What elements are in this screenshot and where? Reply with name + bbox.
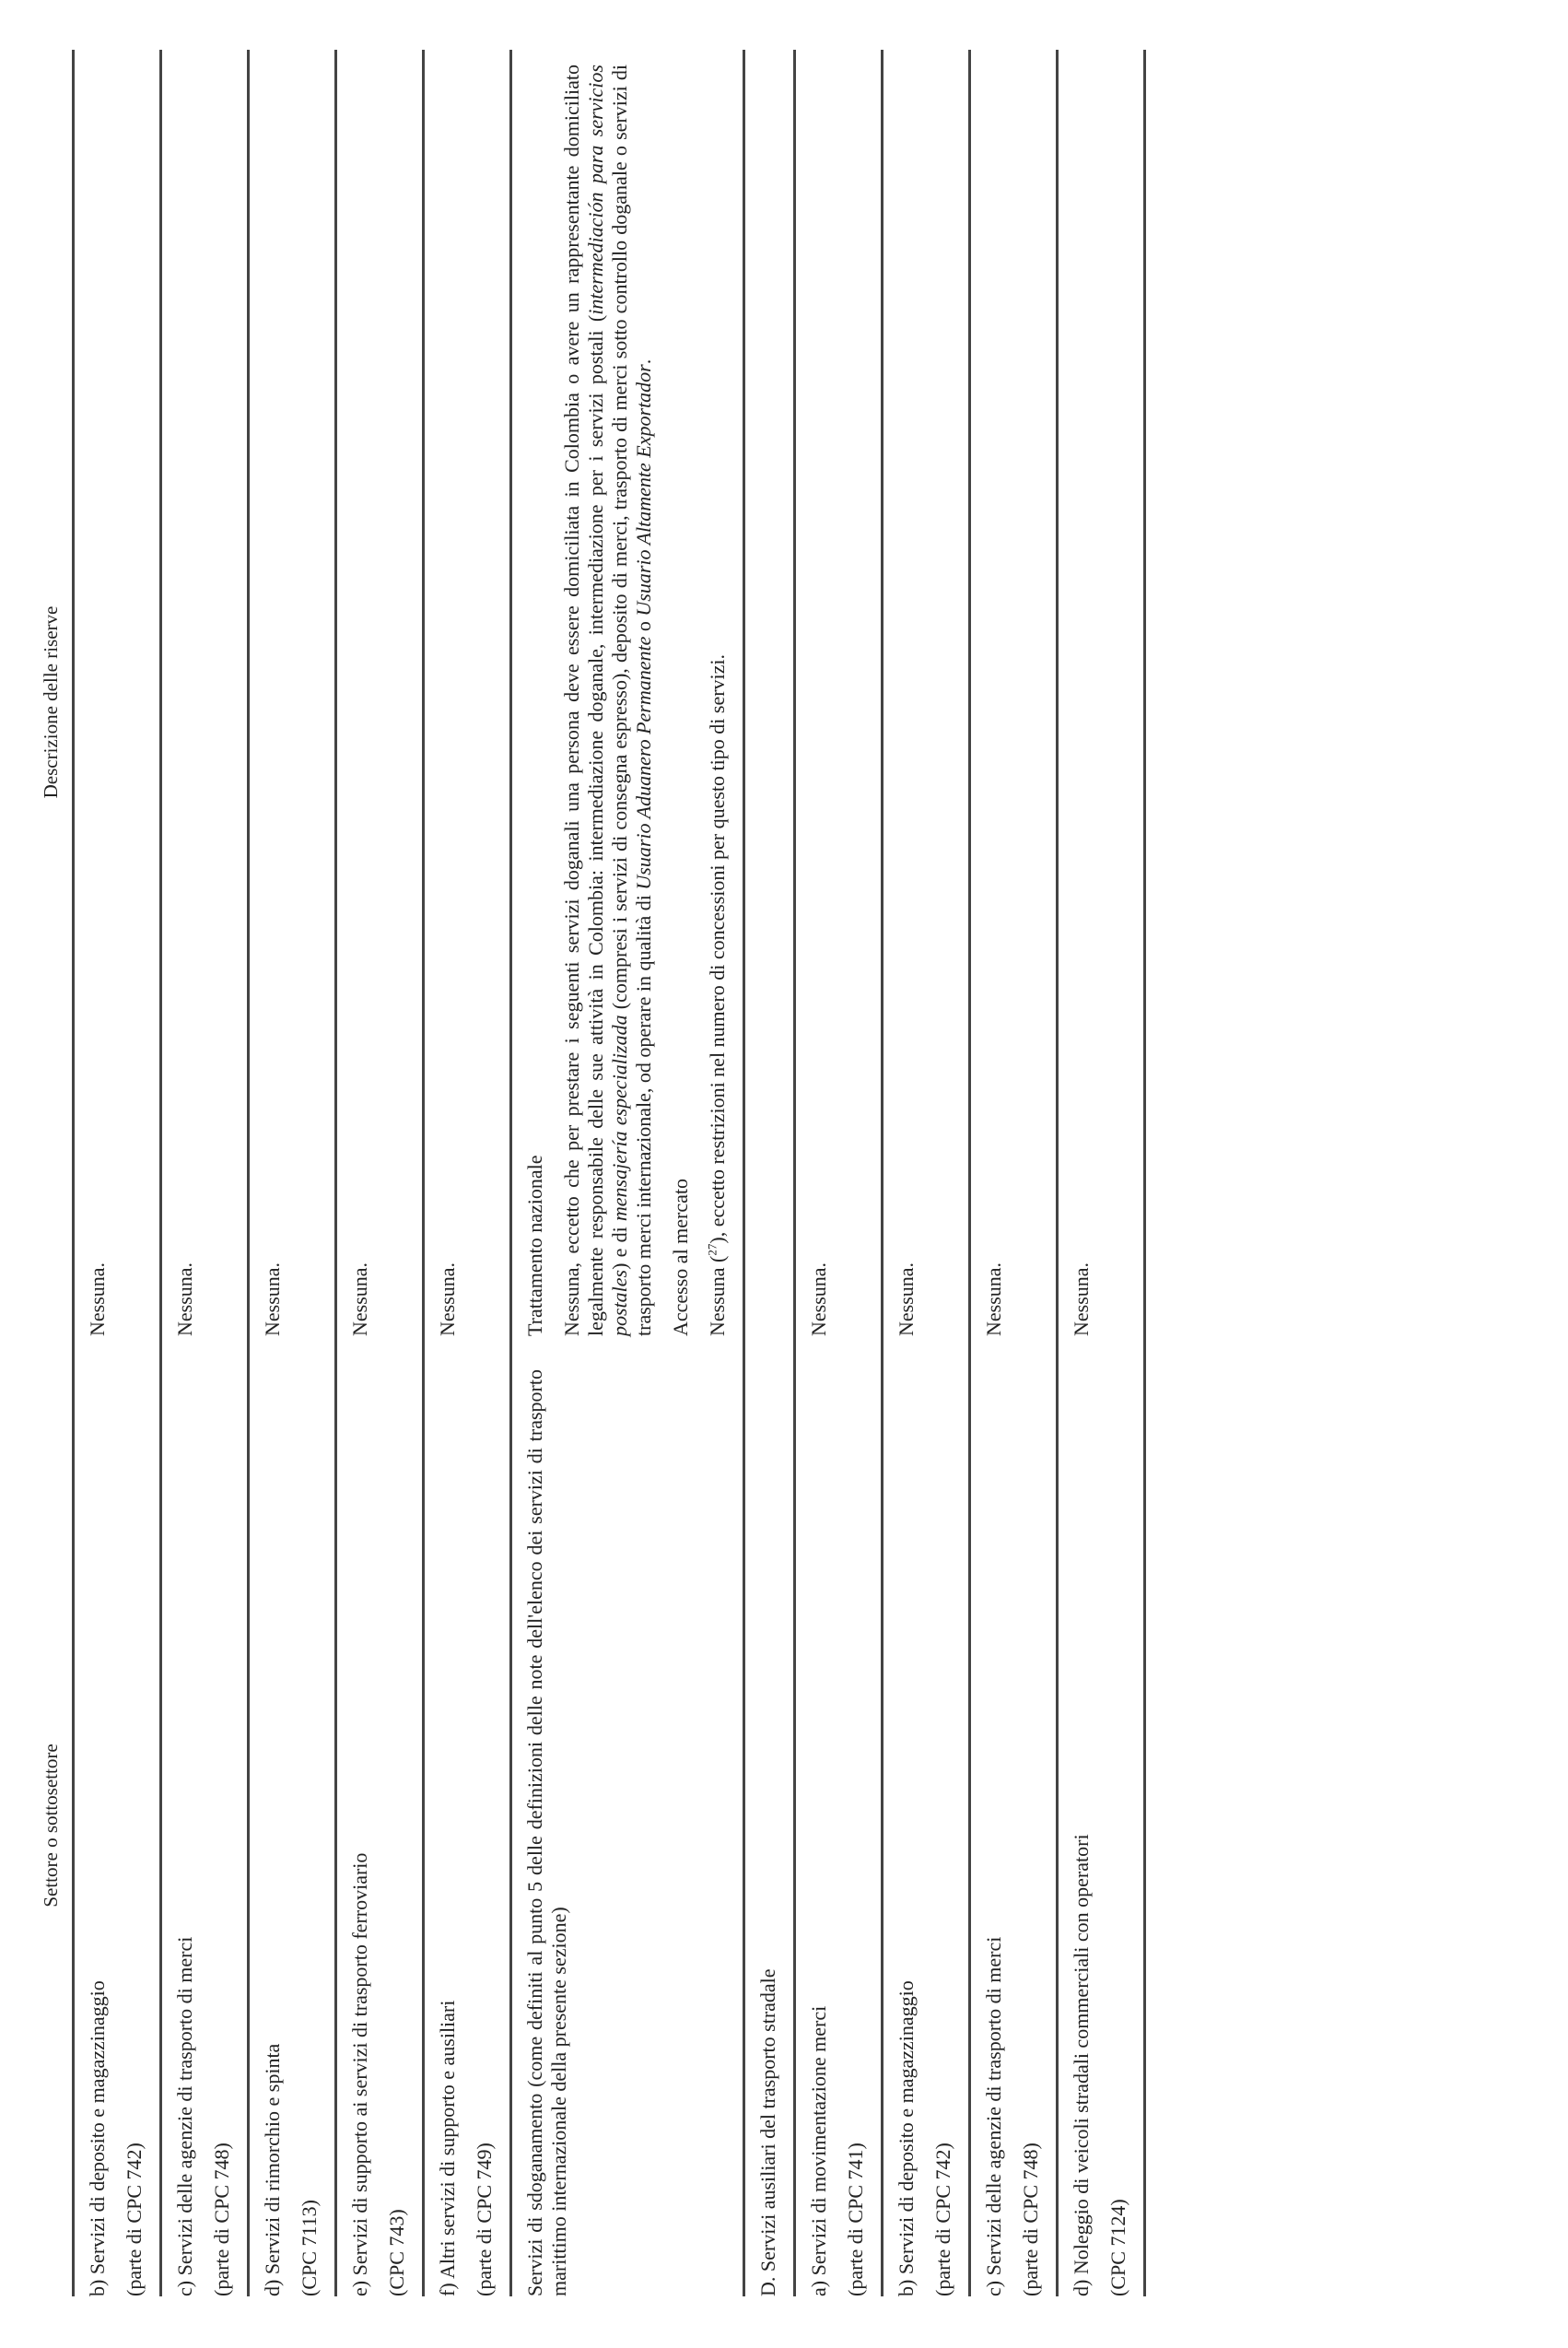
sector-cell [795, 1355, 883, 2296]
sector-cpc: (parte di CPC 742) [931, 2143, 954, 2296]
sector-name: b) Servizi di deposito e magazzinaggio [895, 1980, 918, 2296]
sector-cell [511, 1355, 744, 2296]
sector-cell [970, 1355, 1058, 2296]
table-row [424, 50, 511, 2296]
description-cell [795, 50, 883, 1355]
reservations-table [28, 50, 1146, 2296]
sector-cell [74, 1355, 161, 2296]
sector-name: c) Servizi delle agenzie di trasporto di merci [982, 1936, 1005, 2296]
description-text: Nessuna. [982, 1262, 1005, 1336]
description-cell [744, 50, 795, 1355]
table-row [970, 50, 1058, 2296]
description-text: Nessuna. [1070, 1262, 1093, 1336]
sector-cell [336, 1355, 424, 2296]
sector-name: c) Servizi delle agenzie di trasporto di merci [173, 1936, 196, 2296]
header-sector: Settore o sottosettore [28, 1355, 74, 2296]
description-text: Nessuna. [261, 1262, 284, 1336]
sector-cpc: (parte di CPC 741) [844, 2143, 867, 2296]
sector-cpc: (parte di CPC 748) [210, 2143, 233, 2296]
sector-cell [424, 1355, 511, 2296]
table-row [74, 50, 161, 2296]
description-cell [1058, 50, 1145, 1355]
sector-name: e) Servizi di supporto ai servizi di trasporto ferroviario [348, 1852, 371, 2296]
sector-cpc: (parte di CPC 748) [1019, 2143, 1042, 2296]
sector-cpc: (CPC 7124) [1106, 2199, 1129, 2296]
description-text: Nessuna. [173, 1262, 196, 1336]
market-access-text: Nessuna ($^{27}$), eccetto restrizioni nel numero di concessioni per questo tipo di servizi. [705, 653, 729, 1336]
sector-cpc: (parte di CPC 742) [123, 2143, 146, 2296]
sector-cell [249, 1355, 336, 2296]
description-cell [511, 50, 744, 1355]
description-cell [161, 50, 249, 1355]
footnote-ref[interactable]: 27 [705, 1243, 720, 1256]
sector-cpc: (parte di CPC 749) [473, 2143, 496, 2296]
sector-cell [161, 1355, 249, 2296]
header-description: Descrizione delle riserve [28, 50, 74, 1355]
table-row [249, 50, 336, 2296]
description-text: Nessuna. [895, 1262, 918, 1336]
table-row [795, 50, 883, 2296]
description-cell [249, 50, 336, 1355]
sector-cell [1058, 1355, 1145, 2296]
description-cell [424, 50, 511, 1355]
sector-cell [883, 1355, 970, 2296]
sector-name: d) Servizi di rimorchio e spinta [261, 2043, 284, 2296]
sector-cpc: (CPC 743) [385, 2209, 408, 2296]
description-cell [336, 50, 424, 1355]
sector-name: b) Servizi di deposito e magazzinaggio [86, 1980, 109, 2296]
section-heading: D. Servizi ausiliari del trasporto stradale [756, 1968, 779, 2296]
description-text: Nessuna. [807, 1262, 830, 1336]
table-row [883, 50, 970, 2296]
description-text: Nessuna. [436, 1262, 459, 1336]
national-treatment-text: Nessuna, eccetto che per prestare i seguenti servizi doganali una persona deve essere domiciliata in Colombia o avere un rappresentante domiciliato legalmente responsabile delle sue attività in Colombia: intermediazione doganale, intermediazione per i servizi postali (intermediación para servicios postales) e di mensajería especializada (compresi i servizi di consegna espresso), deposito di merci, trasporto di merci sotto controllo doganale o servizi di trasporto merci internazionale, od operare in qualità di Usuario Aduanero Permanente o Usuario Altamente Exportador. [560, 64, 655, 1336]
sector-name: f) Altri servizi di supporto e ausiliari [436, 2000, 459, 2296]
description-text: Nessuna. [86, 1262, 109, 1336]
description-text: Nessuna. [348, 1262, 371, 1336]
description-cell [74, 50, 161, 1355]
sector-cell [744, 1355, 795, 2296]
table-row [1058, 50, 1145, 2296]
sector-name: Servizi di sdoganamento (come definiti al punto 5 delle definizioni delle note dell'elenco dei servizi di trasporto marittimo internazionale della presente sezione) [523, 1369, 570, 2296]
table-row [336, 50, 424, 2296]
national-treatment-heading: Trattamento nazionale [523, 1155, 546, 1336]
table-row-customs [511, 50, 744, 2296]
table-row [161, 50, 249, 2296]
section-row [744, 50, 795, 2296]
description-cell [970, 50, 1058, 1355]
market-access-heading: Accesso al mercato [669, 1178, 692, 1336]
sector-name: a) Servizi di movimentazione merci [807, 2005, 830, 2296]
table-header-row [28, 50, 74, 2296]
description-cell [883, 50, 970, 1355]
sector-cpc: (CPC 7113) [298, 2200, 321, 2296]
sector-name: d) Noleggio di veicoli stradali commerciali con operatori [1070, 1834, 1093, 2296]
